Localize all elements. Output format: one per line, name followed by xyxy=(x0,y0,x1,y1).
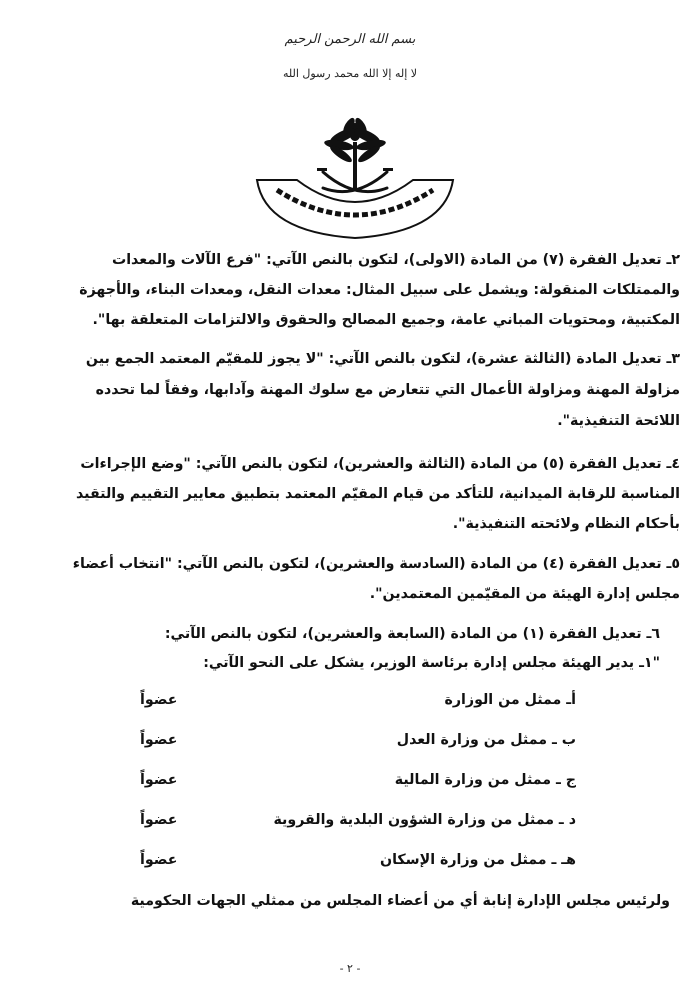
closing-line: ولرئيس مجلس الإدارة إنابة أي من أعضاء المجلس من ممثلي الجهات الحكومية xyxy=(130,893,670,909)
member-item xyxy=(140,732,576,754)
member-role: عضواً xyxy=(140,732,178,748)
amendment-5-line: ٥ـ تعديل الفقرة (٤) من المادة (السادسة والعشرين)، لتكون بالنص الآتي: "انتخاب أعضاء xyxy=(72,556,680,572)
member-role: عضواً xyxy=(140,812,178,828)
saudi-emblem-icon xyxy=(255,112,455,240)
amendment-4-line: بأحكام النظام ولائحته التنفيذية". xyxy=(452,516,680,532)
member-role: عضواً xyxy=(140,692,178,708)
amendment-6-line: ٦ـ تعديل الفقرة (١) من المادة (السابعة والعشرين)، لتكون بالنص الآتي: xyxy=(164,626,660,642)
member-item xyxy=(140,692,576,714)
amendment-5-line: مجلس إدارة الهيئة من المقيّمين المعتمدين". xyxy=(369,586,680,602)
amendment-3-line: اللائحة التنفيذية". xyxy=(557,413,680,429)
basmala: بسم الله الرحمن الرحيم xyxy=(284,32,416,47)
shahada-calligraphy: لا إله إلا الله محمد رسول الله xyxy=(282,67,418,80)
closing-paragraph xyxy=(40,893,670,917)
amendment-2 xyxy=(40,252,680,342)
member-label: هـ ـ ممثل من وزارة الإسكان xyxy=(380,852,576,868)
member-label: أـ ممثل من الوزارة xyxy=(444,692,576,708)
amendment-6-line: "١ـ يدير الهيئة مجلس إدارة برئاسة الوزير، يشكل على النحو الآتي: xyxy=(203,655,660,671)
amendment-2-line: المكتبية، ومحتويات المباني عامة، وجميع المصالح والحقوق والالتزامات المتعلقة بها". xyxy=(92,312,680,328)
member-label: ب ـ ممثل من وزارة العدل xyxy=(396,732,576,748)
member-role: عضواً xyxy=(140,772,178,788)
amendment-5 xyxy=(40,556,680,616)
member-label: د ـ ممثل من وزارة الشؤون البلدية والقروية xyxy=(273,812,576,828)
amendment-2-line: والممتلكات المنقولة: ويشمل على سبيل المثال: معدات النقل، ومعدات البناء، والأجهزة xyxy=(79,282,680,298)
member-item xyxy=(140,812,576,834)
amendment-4-line: ٤ـ تعديل الفقرة (٥) من المادة (الثالثة والعشرين)، لتكون بالنص الآتي: "وضع الإجراءات xyxy=(80,456,680,472)
member-label: ج ـ ممثل من وزارة المالية xyxy=(394,772,576,788)
page-number: - ٢ - xyxy=(339,962,361,975)
amendment-3-line: ٣ـ تعديل المادة (الثالثة عشرة)، لتكون بالنص الآتي: "لا يجوز للمقيّم المعتمد الجمع بين xyxy=(85,351,680,367)
amendment-4-line: المناسبة للرقابة الميدانية، للتأكد من قيام المقيّم المعتمد بتطبيق معايير التقييم والتقيد xyxy=(75,486,680,502)
member-role: عضواً xyxy=(140,852,178,868)
amendment-6 xyxy=(40,626,660,686)
member-item xyxy=(140,772,576,794)
amendment-4 xyxy=(40,456,680,546)
letterhead xyxy=(0,0,700,240)
amendment-3-line: مزاولة المهنة ومزاولة الأعمال التي تتعارض مع سلوك المهنة وآدابها، وفقاً لما تحدده xyxy=(95,382,680,398)
amendment-3 xyxy=(40,351,680,441)
amendment-2-line: ٢ـ تعديل الفقرة (٧) من المادة (الاولى)، لتكون بالنص الآتي: "فرع الآلات والمعدات xyxy=(111,252,680,268)
member-item xyxy=(140,852,576,874)
